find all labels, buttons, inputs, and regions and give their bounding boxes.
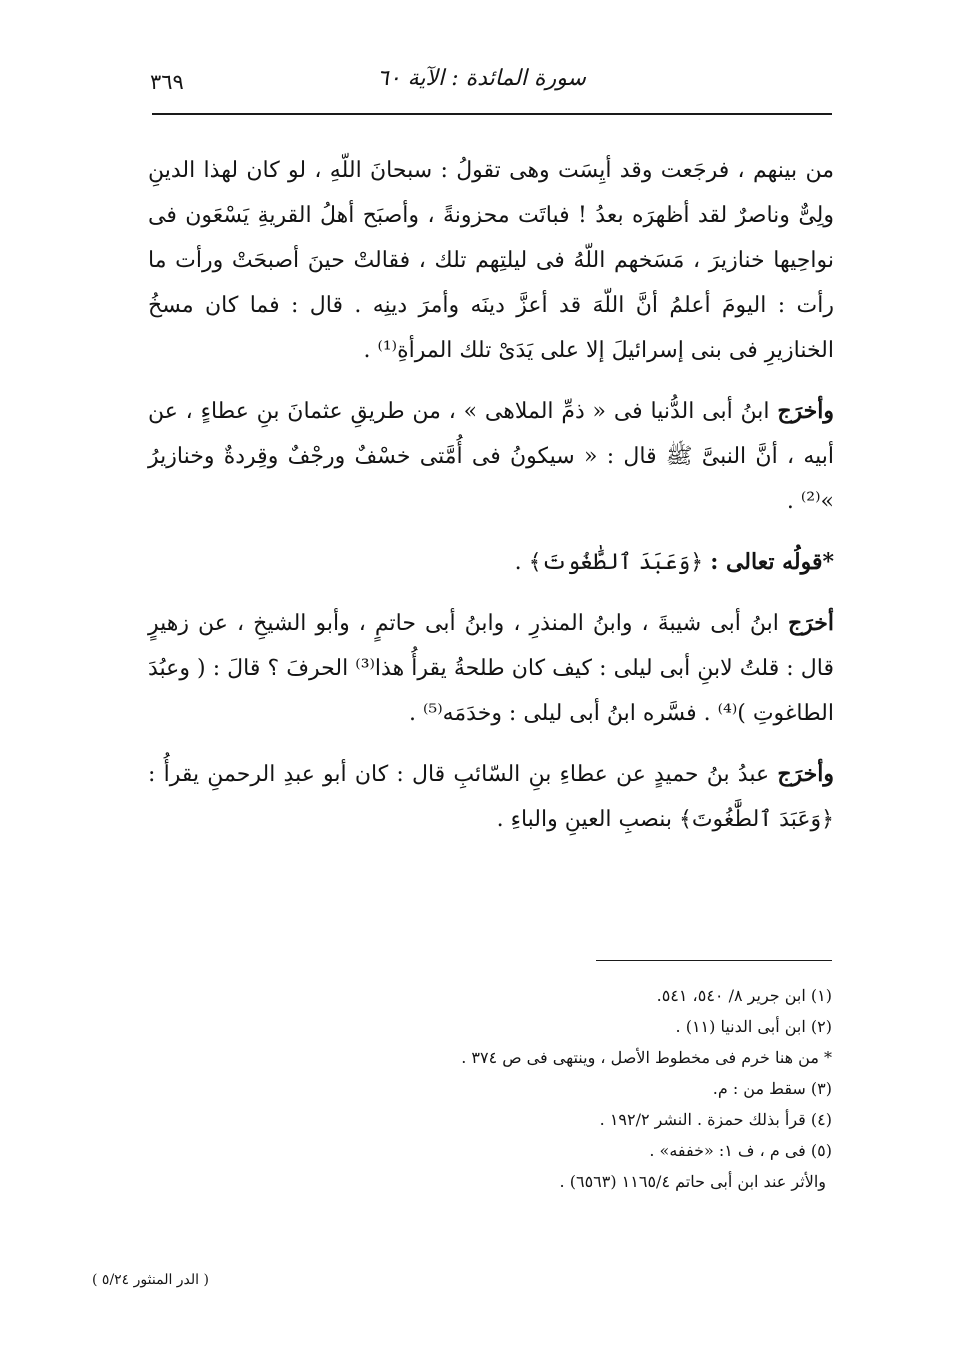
- paragraph-lead: وأخرَج: [777, 398, 834, 424]
- paragraph: [148, 752, 834, 842]
- footnote: (٣) سقط من : م.: [712, 1079, 832, 1098]
- paragraph-text: عبدُ بنُ حميدٍ عن عطاءِ بنِ السّائبِ قال : كان أبو عبدِ الرحمنِ يقرأُ : ﴿وَعَبَدَ ٱلطَّٰغُوتَ﴾ بنصبِ العينِ والباءِ .: [148, 762, 834, 832]
- footnote: (١) ابن جرير ٨/ ٥٤٠، ٥٤١.: [656, 986, 832, 1005]
- page-number: ٣٦٩: [150, 70, 184, 94]
- body-text: [148, 148, 834, 858]
- paragraph-lead: وأخرَج: [777, 761, 834, 787]
- section-heading: [148, 540, 834, 585]
- heading-lead: *قولُه تعالى :: [710, 549, 834, 575]
- paragraph: [148, 601, 834, 736]
- footnote: (٥) فى م ، ف ١: «خففه» .: [649, 1141, 832, 1160]
- footnote: والأثر عند ابن أبى حاتم ١١٦٥/٤ (٦٥٦٣) .: [559, 1172, 826, 1191]
- paragraph: [148, 389, 834, 524]
- volume-signature: ( الدر المنثور ٥/٢٤ ): [92, 1272, 209, 1288]
- running-title: سورة المائدة : الآية ٦٠: [377, 66, 586, 91]
- header-rule: [152, 113, 832, 115]
- paragraph-lead: أخرَج: [787, 610, 834, 636]
- footnote-rule: [596, 960, 832, 961]
- paragraph-text: من بينهم ، فرجَعت وقد أيِسَت وهى تقولُ : سبحانَ اللّهِ ، لو كان لهذا الدينِ ولِىٌّ وناصرٌ لقد أظهرَه بعدُ ! فباتَت محزونةً ، وأصبَح أهلُ القريةِ يَسْعَون فى نواحِيها خنازيرَ ، مَسَخهم اللّهُ فى ليلتِهم تلك ، فقالتْ حينَ أصبحَتْ ورأت ما رأت : اليومَ أعلمُ أنَّ اللّهَ قد أعزَّ دينَه وأمرَ دينِه . قال : فما كان مسخُ الخنازيرِ فى بنى إسرائيلَ إلا على يَدَىْ تلك المرأةِ⁽¹⁾ .: [148, 158, 834, 363]
- footnotes: [300, 980, 832, 1197]
- paragraph-text: ابنُ أبى شيبةَ ، وابنُ المنذرِ ، وابنُ أبى حاتمٍ ، وأبو الشيخِ ، عن زهيرٍ قال : قلتُ لابنِ أبى ليلى : كيف كان طلحةُ يقرأُ هذا⁽³⁾ الحرفَ ؟ قالَ : ( وعبُدَ الطاغوتِ )⁽⁴⁾ . فسَّره ابنُ أبى ليلى : وخدَمَه⁽⁵⁾ .: [148, 611, 834, 726]
- footnote: * من هنا خرم فى مخطوط الأصل ، وينتهى فى ص ٣٧٤ .: [461, 1048, 832, 1067]
- footnote: (٤) قرأ بذلك حمزة . النشر ١٩٢/٢ .: [599, 1110, 832, 1129]
- paragraph-text: ابنُ أبى الدُّنيا فى « ذمِّ الملاهى » ، من طريقِ عثمانَ بنِ عطاءٍ ، عن أبيه ، أنَّ النبىَّ ﷺ قال : « سيكونُ فى أُمَّتى خسْفٌ ورجْفٌ وقِردةٌ وخنازيرُ »⁽²⁾ .: [148, 399, 834, 514]
- paragraph: [148, 148, 834, 373]
- footnote: (٢) ابن أبى الدنيا (١١) .: [675, 1017, 832, 1036]
- heading-verse: ﴿وَعَبَدَ ٱلطَّٰغُوتَ﴾ .: [514, 550, 704, 575]
